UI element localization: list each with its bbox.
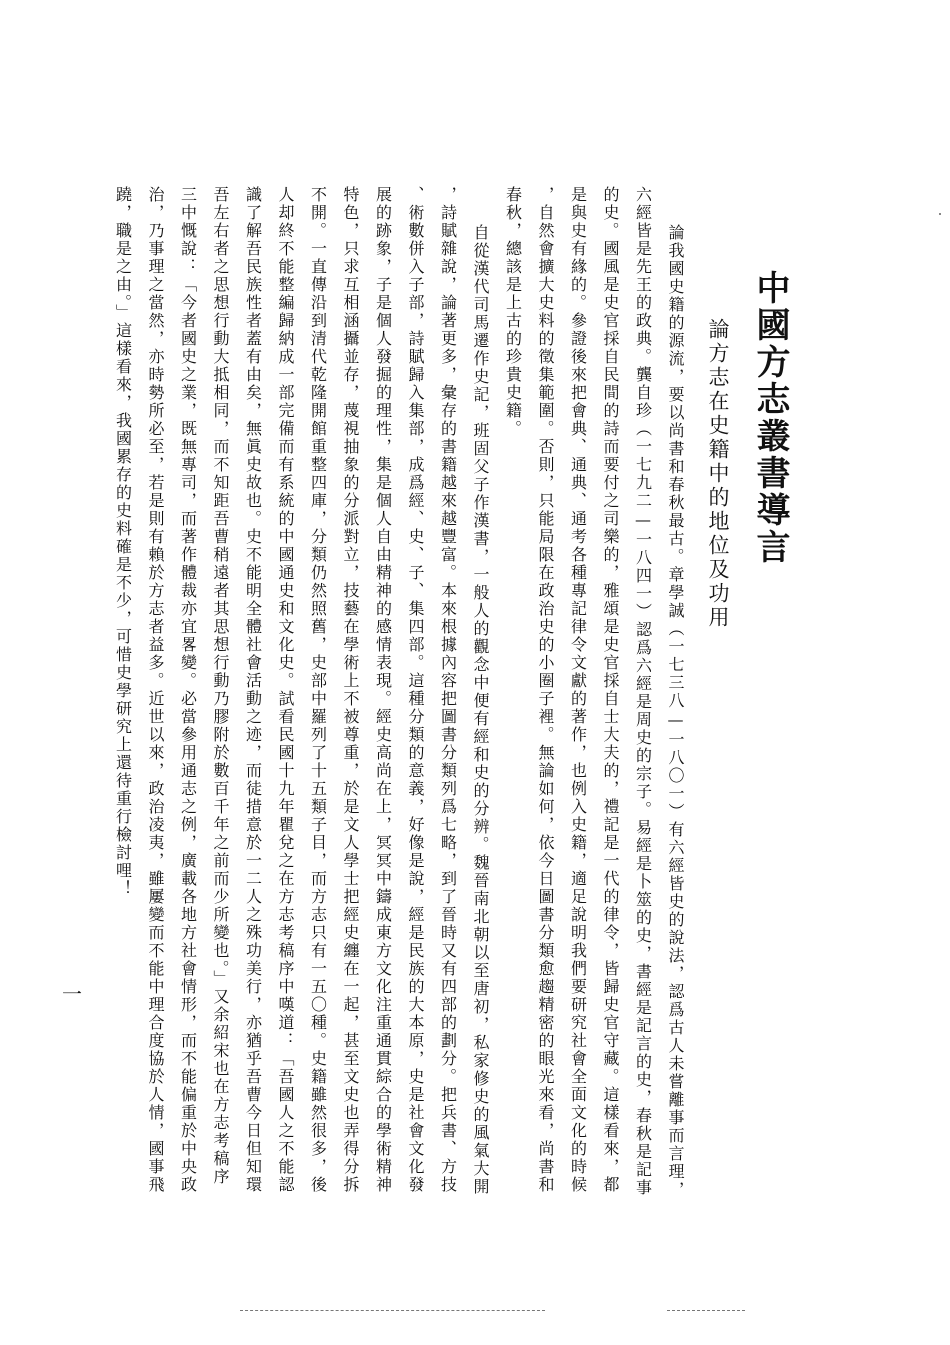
text-column: 特色，只求互相涵攝並存，蔑視抽象的分派對立，技藝在學術上不被尊重，於是文人學士把經史纏在一起，甚至文史也弄得分拆 — [341, 186, 360, 1194]
page-number: 一 — [62, 982, 82, 1006]
text-column: ，詩賦雜說，論著更多，彙存的書籍越來越豐富。本來根據內容把圖書分類列爲七略，到了晉時又有四部的劃分。把兵書、方技 — [438, 186, 458, 1194]
text-column: 吾左右者之思想行動大抵相同，而不知距吾曹稍遠者其思想行動乃膠附於數百千年之前而少所變也。」又余紹宋也在方志考稿序 — [211, 186, 230, 1186]
text-column: 人却終不能整編歸納成一部完備而有系統的中國通史和文化史。試看民國十九年瞿兌之在方志考稿序中嘆道：「吾國人之不能認 — [276, 186, 295, 1194]
page-subtitle: 論方志在史籍中的地位及功用 — [706, 318, 730, 630]
scan-artifact-line — [240, 1310, 545, 1311]
text-column: 六經皆是先王的政典。龔自珍（一七九二—一八四一）認爲六經是周史的宗子。易經是卜筮的史，書經是記言的史，春秋是記事 — [633, 186, 653, 1197]
text-column: 三中慨說：「今者國史之業，既無專司，而著作體裁亦宜畧變。必當參用通志之例，廣載各地方社會情形，而不能偏重於中央政 — [178, 186, 198, 1194]
body-text — [106, 186, 691, 1226]
text-column: 自從漢代司馬遷作史記，班固父子作漢書，一般人的觀念中便有經和史的分辨。魏晉南北朝以至唐初，私家修史的風氣大開 — [471, 224, 490, 1196]
text-column: ，自然會擴大史料的徵集範圍。否則，只能局限在政治史的小圈子裡。無論如何，依今日圖書分類愈趨精密的眼光來看，尚書和 — [536, 186, 555, 1194]
text-column: 春秋，總該是上古的珍貴史籍。 — [503, 186, 523, 438]
text-column: 識了解吾民族性者蓋有由矣，無眞史故也。史不能明全體社會活動之迹，而徒措意於一二人之殊功美行，亦猶乎吾曹今日但知環 — [243, 186, 263, 1194]
text-column: 是與史有緣的。參證後來把會典、通典、通考各種專記律令文獻的著作，也例入史籍，適足說明我們要研究社會全面文化的時候 — [568, 186, 588, 1194]
scan-speck — [939, 213, 941, 215]
text-column: 蹺，職是之由。」這樣看來，我國累存的史料確是不少，可惜史學研究上還待重行檢討哩！ — [113, 186, 133, 898]
page-title: 中國方志叢書導言 — [750, 270, 790, 566]
text-column: 、術數併入子部，詩賦歸入集部，成爲經、史、子、集四部。這種分類的意義，好像是說，經是民族的大本原，史是社會文化發 — [406, 186, 425, 1194]
text-column: 展的跡象，子是個人發掘的理性，集是個人自由精神的感情表現。經史高尚在上，冥冥中鑄成東方文化注重通貫綜合的學術精神 — [373, 186, 393, 1194]
scan-artifact-line — [667, 1310, 745, 1311]
text-column: 不開。一直傳沿到清代乾隆開館重整四庫，分類仍然照舊，史部中羅列了十五類子目，而方志只有一五〇種。史籍雖然很多，後 — [308, 186, 328, 1194]
text-column: 的史。國風是史官採自民間的詩而要付之司樂的，雅頌是史官採自士大夫的，禮記是一代的律令，皆歸史官守藏。這樣看來，都 — [601, 186, 620, 1194]
text-column: 治，乃事理之當然，亦時勢所必至，若是則有賴於方志者益多。近世以來，政治凌夷，雖屢變而不能中理合度協於人情，國事飛 — [146, 186, 165, 1194]
text-column: 論我國史籍的源流，要以尚書和春秋最古。章學誠（一七三八—一八〇一）有六經皆史的說法，認爲古人未嘗離事而言理， — [666, 224, 685, 1199]
